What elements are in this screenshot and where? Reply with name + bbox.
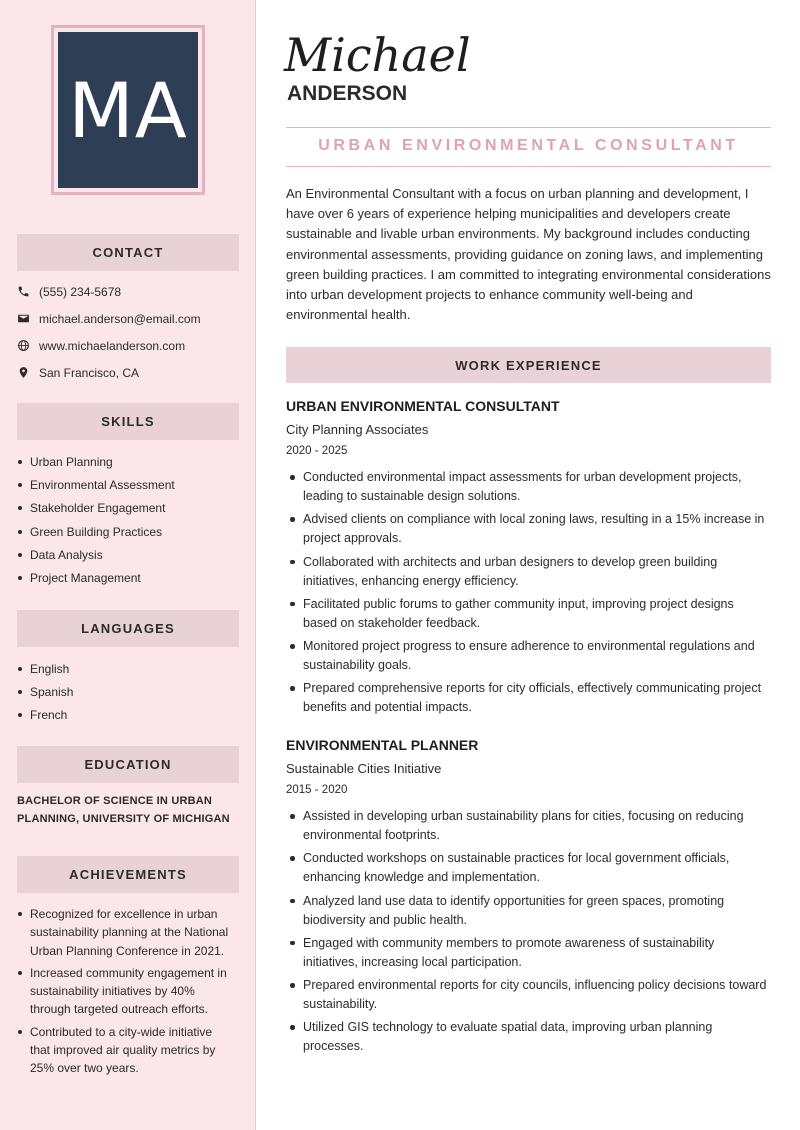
duty-item: Assisted in developing urban sustainability plans for cities, focusing on reducing environmental footprints. [286, 807, 771, 845]
title-rule-bottom [286, 166, 771, 167]
duty-item: Prepared environmental reports for city councils, influencing policy decisions toward sustainability. [286, 976, 771, 1014]
name-first: Michael [284, 28, 471, 82]
languages-heading: LANGUAGES [17, 610, 239, 647]
duty-item: Engaged with community members to promote awareness of sustainability initiatives, increasing local participation. [286, 934, 771, 972]
job-duties [286, 468, 771, 722]
skill-item: Stakeholder Engagement [17, 500, 175, 523]
duty-item: Conducted environmental impact assessments for urban development projects, leading to sustainable design solutions. [286, 468, 771, 506]
language-item: Spanish [17, 684, 73, 707]
job-company: Sustainable Cities Initiative [286, 761, 442, 776]
achievements-heading: ACHIEVEMENTS [17, 856, 239, 893]
language-item: French [17, 707, 73, 730]
contact-heading: CONTACT [17, 234, 239, 271]
job-duties [286, 807, 771, 1061]
languages-list [17, 661, 73, 731]
job-title: URBAN ENVIRONMENTAL CONSULTANT [286, 398, 560, 414]
job-dates: 2020 - 2025 [286, 445, 348, 457]
job-title: ENVIRONMENTAL PLANNER [286, 737, 479, 753]
achievement-item: Recognized for excellence in urban sustainability planning at the National Urban Planning Conference in 2021. [17, 905, 232, 960]
skill-item: Green Building Practices [17, 524, 175, 547]
education-heading: EDUCATION [17, 746, 239, 783]
skills-heading: SKILLS [17, 403, 239, 440]
contact-email[interactable] [17, 305, 247, 332]
location-pin-icon [17, 366, 39, 379]
duty-item: Conducted workshops on sustainable practices for local government officials, enhancing knowledge and implementation. [286, 849, 771, 887]
phone-icon [17, 285, 39, 298]
achievements-list [17, 905, 232, 1082]
contact-location-text: San Francisco, CA [39, 365, 140, 380]
achievement-item: Contributed to a city-wide initiative that improved air quality metrics by 25% over two years. [17, 1023, 232, 1078]
monogram: MA [58, 32, 198, 188]
contact-website-text: www.michaelanderson.com [39, 338, 186, 353]
contact-email-text: michael.anderson@email.com [39, 311, 201, 326]
skill-item: Urban Planning [17, 454, 175, 477]
skill-item: Environmental Assessment [17, 477, 175, 500]
language-item: English [17, 661, 73, 684]
duty-item: Advised clients on compliance with local zoning laws, resulting in a 15% increase in project approvals. [286, 510, 771, 548]
title-rule-top [286, 127, 771, 128]
contact-phone[interactable] [17, 278, 247, 305]
contact-location [17, 359, 247, 386]
education-degree: BACHELOR OF SCIENCE IN URBAN PLANNING, UNIVERSITY OF MICHIGAN [17, 795, 230, 825]
contact-phone-text: (555) 234-5678 [39, 284, 122, 299]
skill-item: Data Analysis [17, 547, 175, 570]
job-dates: 2015 - 2020 [286, 784, 348, 796]
duty-item: Prepared comprehensive reports for city officials, effectively communicating project benefits and potential impacts. [286, 679, 771, 717]
duty-item: Monitored project progress to ensure adherence to environmental regulations and sustainability goals. [286, 637, 771, 675]
contact-list [17, 278, 247, 386]
summary: An Environmental Consultant with a focus on urban planning and development, I have over 6 years of experience helping municipalities and developers create sustainable and livable urban environments. My background includes conducting environmental assessments, providing guidance on zoning laws, and implementing green building practices. I am committed to integrating environmental considerations into urban development projects to enhance community well-being and environmental health. [286, 186, 771, 323]
skills-list [17, 454, 175, 593]
globe-icon [17, 339, 39, 352]
sidebar [0, 0, 256, 1130]
professional-title: URBAN ENVIRONMENTAL CONSULTANT [318, 137, 739, 154]
skill-item: Project Management [17, 570, 175, 593]
duty-item: Facilitated public forums to gather community input, improving project designs based on stakeholder feedback. [286, 595, 771, 633]
job-company: City Planning Associates [286, 422, 429, 437]
achievement-item: Increased community engagement in sustainability initiatives by 40% through targeted outreach efforts. [17, 964, 232, 1019]
duty-item: Collaborated with architects and urban designers to develop green building initiatives, enhancing energy efficiency. [286, 553, 771, 591]
duty-item: Analyzed land use data to identify opportunities for green spaces, promoting biodiversity and public health. [286, 892, 771, 930]
duty-item: Utilized GIS technology to evaluate spatial data, improving urban planning processes. [286, 1018, 771, 1056]
mail-icon [17, 312, 39, 325]
monogram-frame [51, 25, 205, 195]
name-last: ANDERSON [287, 82, 408, 105]
contact-website[interactable] [17, 332, 247, 359]
work-experience-heading: WORK EXPERIENCE [286, 347, 771, 383]
